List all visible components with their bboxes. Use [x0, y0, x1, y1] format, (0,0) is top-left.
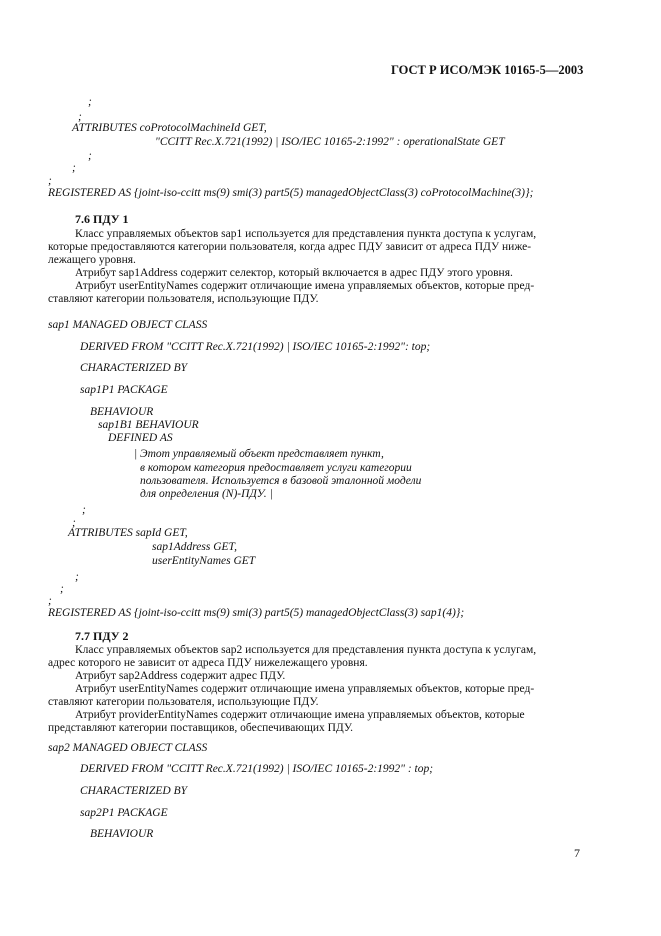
- code-line: ;: [88, 96, 92, 108]
- code-line: ;: [48, 175, 52, 187]
- paragraph-line: лежащего уровня.: [48, 254, 136, 266]
- paragraph-line: Атрибут sap2Address содержит адрес ПДУ.: [75, 670, 286, 682]
- code-line: REGISTERED AS {joint-iso-ccitt ms(9) smi(3) part5(5) managedObjectClass(3) sap1(4)};: [48, 607, 465, 619]
- paragraph-line: Атрибут userEntityNames содержит отличающие имена управляемых объектов, которые пред-: [75, 280, 535, 292]
- paragraph-line: ставляют категории пользователя, использующие ПДУ.: [48, 696, 319, 708]
- code-line: DERIVED FROM "CCITT Rec.X.721(1992) | ISO/IEC 10165-2:1992": top;: [80, 341, 431, 353]
- page-header: ГОСТ Р ИСО/МЭК 10165-5—2003: [391, 63, 584, 77]
- paragraph-line: Атрибут userEntityNames содержит отличающие имена управляемых объектов, которые пред-: [75, 683, 535, 695]
- code-line: sap1Address GET,: [152, 541, 237, 553]
- code-line: ;: [82, 504, 86, 516]
- page-number: 7: [574, 846, 580, 860]
- code-line: sap1B1 BEHAVIOUR: [98, 419, 199, 431]
- code-line: ;: [88, 150, 92, 162]
- section-heading: 7.6 ПДУ 1: [75, 212, 129, 226]
- paragraph-line: Атрибут sap1Address содержит селектор, который включается в адрес ПДУ этого уровня.: [75, 267, 513, 279]
- paragraph-line: Класс управляемых объектов sap2 используется для представления пункта доступа к услугам,: [75, 644, 537, 656]
- code-line: ;: [72, 162, 76, 174]
- code-line: sap2P1 PACKAGE: [80, 807, 168, 819]
- code-line: пользователя. Используется в базовой эталонной модели: [140, 475, 422, 487]
- code-line: ;: [60, 583, 64, 595]
- code-line: CHARACTERIZED BY: [80, 362, 188, 374]
- paragraph-line: Класс управляемых объектов sap1 используется для представления пункта доступа к услугам,: [75, 228, 537, 240]
- code-line: ;: [78, 111, 82, 123]
- paragraph-line: которые предоставляются категории пользователя, когда адрес ПДУ зависит от адреса ПДУ ниже-: [48, 241, 532, 253]
- paragraph-line: Атрибут providerEntityNames содержит отличающие имена управляемых объектов, которые: [75, 709, 525, 721]
- section-heading: 7.7 ПДУ 2: [75, 629, 129, 643]
- paragraph-line: адрес которого не зависит от адреса ПДУ нижележащего уровня.: [48, 657, 368, 669]
- code-line: DEFINED AS: [108, 432, 173, 444]
- code-line: sap1 MANAGED OBJECT CLASS: [48, 319, 208, 331]
- paragraph-line: ставляют категории пользователя, использующие ПДУ.: [48, 293, 319, 305]
- code-line: BEHAVIOUR: [90, 828, 154, 840]
- code-line: DERIVED FROM "CCITT Rec.X.721(1992) | ISO/IEC 10165-2:1992" : top;: [80, 763, 434, 775]
- code-line: CHARACTERIZED BY: [80, 785, 188, 797]
- code-line: sap2 MANAGED OBJECT CLASS: [48, 742, 208, 754]
- code-line: для определения (N)-ПДУ. |: [140, 488, 273, 500]
- code-line: ;: [75, 571, 79, 583]
- paragraph-line: представляют категории поставщиков, обеспечивающих ПДУ.: [48, 722, 354, 734]
- code-line: | Этот управляемый объект представляет пункт,: [134, 448, 384, 460]
- code-line: REGISTERED AS {joint-iso-ccitt ms(9) smi(3) part5(5) managedObjectClass(3) coProtocolMachine(3)};: [48, 187, 534, 199]
- code-line: ;: [72, 517, 76, 529]
- code-line: "CCITT Rec.X.721(1992) | ISO/IEC 10165-2:1992" : operationalState GET: [155, 136, 505, 148]
- code-line: ATTRIBUTES coProtocolMachineId GET,: [72, 122, 267, 134]
- code-line: ATTRIBUTES sapId GET,: [68, 527, 188, 539]
- code-line: в котором категория предоставляет услуги категории: [140, 462, 412, 474]
- code-line: ;: [48, 595, 52, 607]
- code-line: BEHAVIOUR: [90, 406, 154, 418]
- code-line: userEntityNames GET: [152, 555, 256, 567]
- code-line: sap1P1 PACKAGE: [80, 384, 168, 396]
